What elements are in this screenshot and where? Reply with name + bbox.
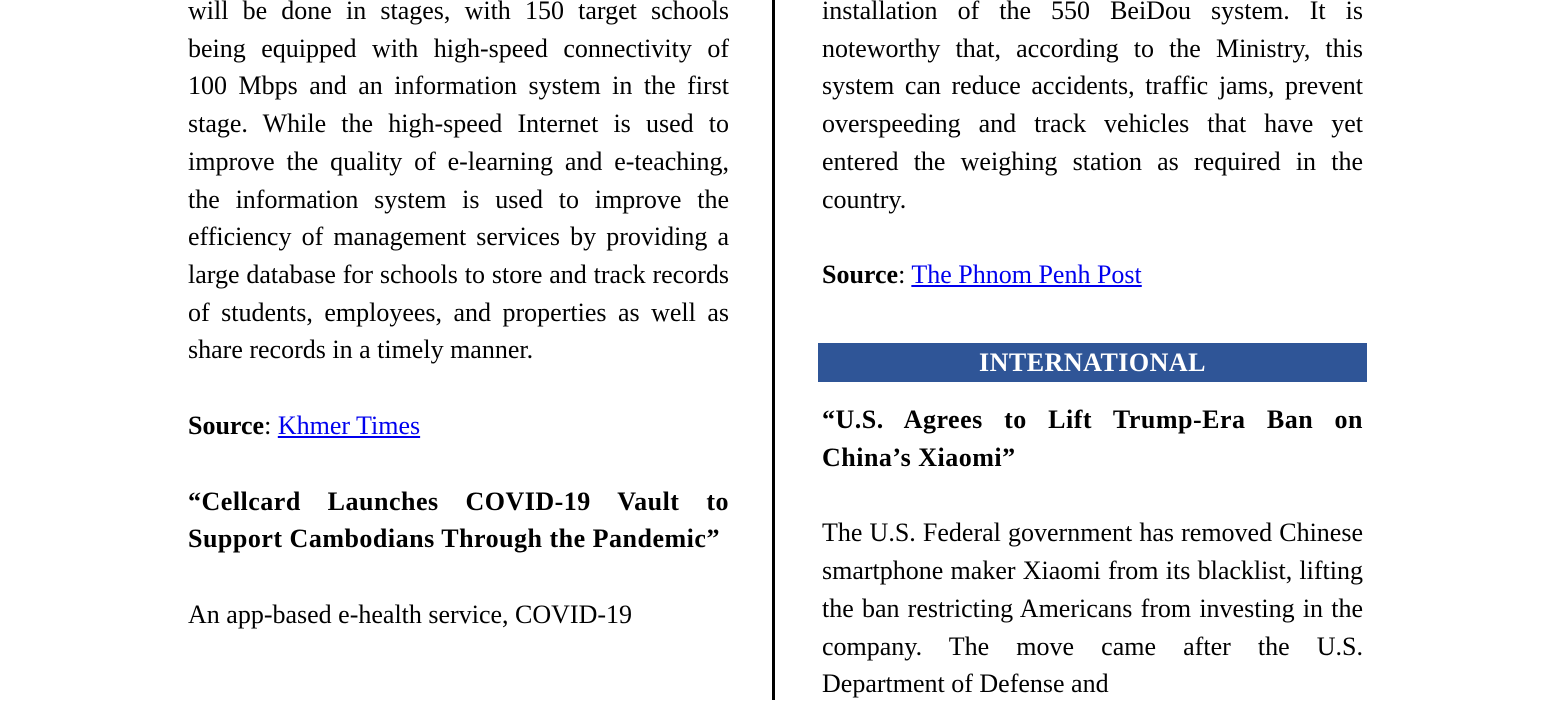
article-body-text: will be done in stages, with 150 target schools being equipped with high-speed connectivity of 100 Mbps and an information system in the first stage. While the high-speed Internet is used to improve the quality of e-learning and e-teaching, the information system is used to improve the efficiency of management services by providing a large database for schools to store and track records of students, employees, and properties as well as share records in a timely manner.	[188, 0, 729, 365]
source-link-phnom-penh-post[interactable]: The Phnom Penh Post	[911, 260, 1142, 290]
article-headline: “U.S. Agrees to Lift Trump-Era Ban on China’s Xiaomi”	[822, 405, 1363, 472]
article-body-text: The U.S. Federal government has removed Chinese smartphone maker Xiaomi from its blacklist, lifting the ban restricting Americans from investing in the company. The move came after the U.S. Department of Defense and	[822, 518, 1363, 699]
source-label: Source	[822, 260, 899, 290]
right-column-lower	[822, 401, 1363, 703]
article-body-text: installation of the 550 BeiDou system. It is noteworthy that, according to the Ministry, this system can reduce accidents, traffic jams, prevent overspeeding and track vehicles that have yet entered the weighing station as required in the country.	[822, 0, 1363, 214]
source-link-khmer-times[interactable]: Khmer Times	[277, 411, 421, 441]
source-label: Source	[188, 411, 265, 441]
right-column	[822, 0, 1363, 294]
article-body-text: An app-based e-health service, COVID-19	[188, 600, 633, 630]
column-divider	[772, 0, 775, 700]
section-banner-international: INTERNATIONAL	[818, 343, 1367, 382]
left-column	[188, 0, 729, 634]
source-line: Source: The Phnom Penh Post	[822, 260, 1142, 290]
article-headline: “Cellcard Launches COVID-19 Vault to Support Cambodians Through the Pandemic”	[188, 486, 729, 554]
source-line: Source: Khmer Times	[188, 411, 421, 441]
